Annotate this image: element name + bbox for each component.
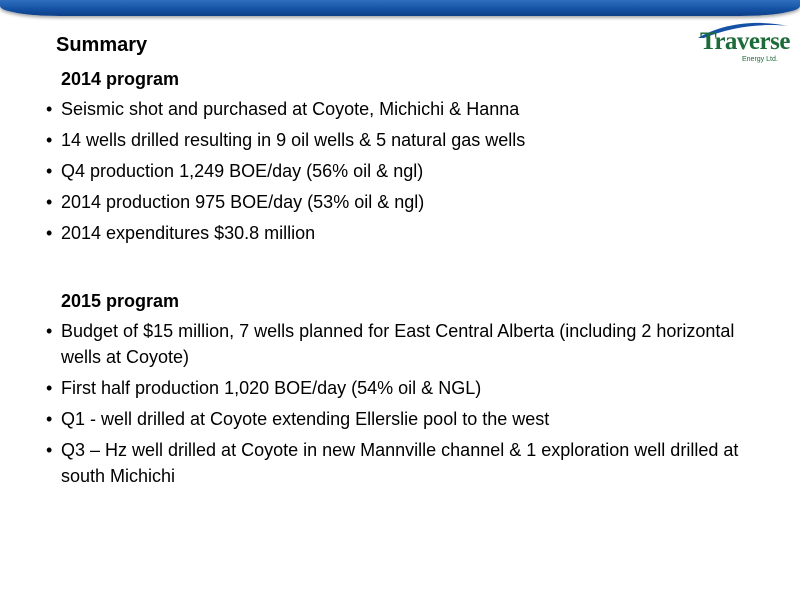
bullet-dot: • xyxy=(46,192,53,212)
list-item-text: First half production 1,020 BOE/day (54% oil & NGL) xyxy=(61,378,482,398)
bullet-dot: • xyxy=(46,440,53,460)
list-item xyxy=(46,220,756,246)
list-item-text: 2014 expenditures $30.8 million xyxy=(61,223,316,243)
list-item xyxy=(46,127,756,153)
list-item-text: Q1 - well drilled at Coyote extending Ellerslie pool to the west xyxy=(61,409,550,429)
logo-wordmark: Traverse xyxy=(700,28,790,55)
list-item-text: Q3 – Hz well drilled at Coyote in new Mannville channel & 1 exploration well drilled at south Michichi xyxy=(61,440,739,486)
list-item-text: 14 wells drilled resulting in 9 oil wells & 5 natural gas wells xyxy=(61,130,526,150)
bullet-dot: • xyxy=(46,130,53,150)
top-accent-bar xyxy=(0,0,800,16)
bullet-dot: • xyxy=(46,409,53,429)
section-heading: 2014 program xyxy=(61,69,180,89)
list-item xyxy=(46,189,756,215)
bullet-dot: • xyxy=(46,321,53,341)
list-item xyxy=(46,406,756,432)
company-logo xyxy=(690,18,790,64)
bullet-dot: • xyxy=(46,223,53,243)
logo-subtitle: Energy Ltd. xyxy=(742,56,778,63)
list-item xyxy=(46,96,756,122)
section-heading: 2015 program xyxy=(61,291,180,311)
list-item-text: Seismic shot and purchased at Coyote, Michichi & Hanna xyxy=(61,99,520,119)
list-item-text: 2014 production 975 BOE/day (53% oil & ngl) xyxy=(61,192,425,212)
bullet-dot: • xyxy=(46,161,53,181)
list-item xyxy=(46,158,756,184)
bullet-dot: • xyxy=(46,99,53,119)
section-2015-program xyxy=(46,288,756,489)
list-item xyxy=(46,318,756,370)
list-item-text: Budget of $15 million, 7 wells planned for East Central Alberta (including 2 horizontal wells at Coyote) xyxy=(61,321,735,367)
list-item-text: Q4 production 1,249 BOE/day (56% oil & ngl) xyxy=(61,161,424,181)
bullet-list xyxy=(46,96,756,246)
bullet-dot: • xyxy=(46,378,53,398)
slide-title: Summary xyxy=(56,34,148,56)
bullet-list xyxy=(46,318,756,489)
list-item xyxy=(46,375,756,401)
list-item xyxy=(46,437,756,489)
section-2014-program xyxy=(46,66,756,246)
